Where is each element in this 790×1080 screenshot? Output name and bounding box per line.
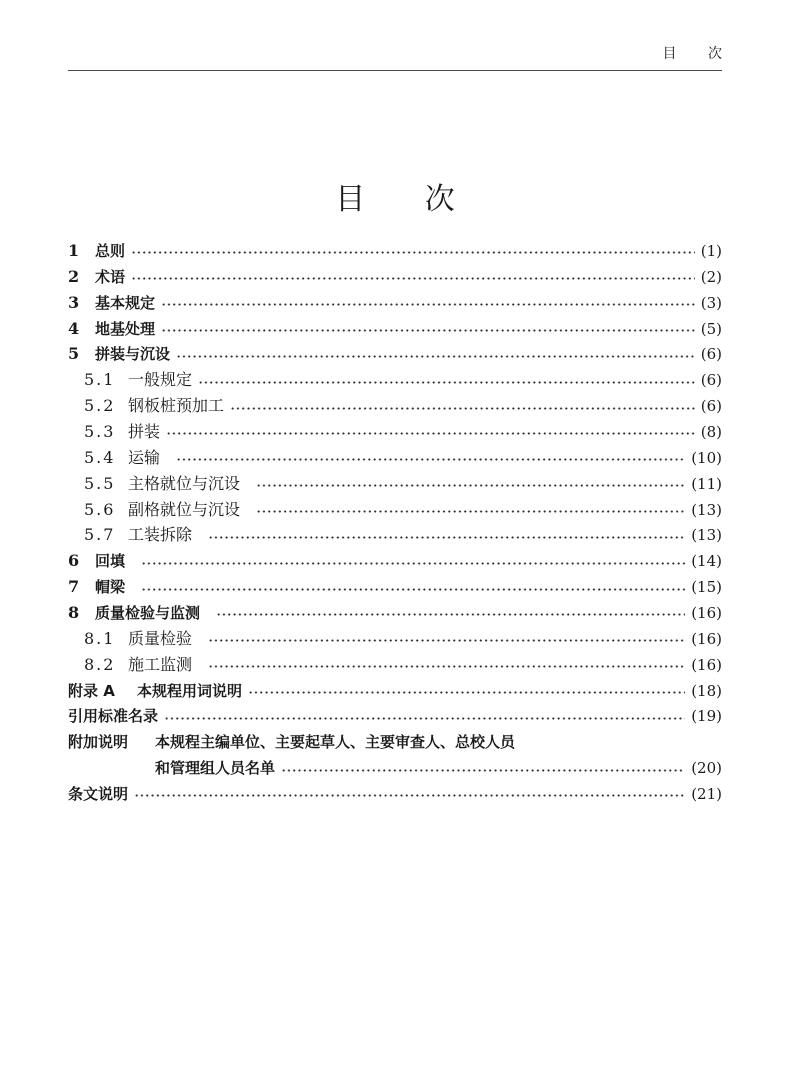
entry-title: 运输 <box>128 447 161 467</box>
entry-number: 3 <box>68 292 80 312</box>
entry-page: (8) <box>700 422 722 441</box>
entry-page: (16) <box>691 655 722 674</box>
entry-title: 地基处理 <box>95 319 156 338</box>
page-title: 目 次 <box>335 182 455 217</box>
dot-leader <box>166 432 695 435</box>
entry-number: 5.6 <box>84 499 116 519</box>
dot-leader <box>176 458 685 461</box>
toc-entry-2 <box>68 264 722 290</box>
toc-entry-8-2 <box>68 652 722 678</box>
entry-page: (6) <box>700 345 722 364</box>
entry-page: (6) <box>700 371 722 390</box>
entry-title: 拼装 <box>128 421 161 441</box>
entry-number: 2 <box>68 266 80 286</box>
entry-number: 8 <box>68 602 80 622</box>
entry-page: (2) <box>700 267 722 286</box>
entry-title: 基本规定 <box>95 293 156 312</box>
entry-page: (11) <box>691 474 722 493</box>
dot-leader <box>176 355 695 358</box>
toc-entry-5-6 <box>68 497 722 523</box>
toc-entry-5-3 <box>68 419 722 445</box>
entry-number: 6 <box>68 551 80 571</box>
entry-number: 5.5 <box>84 473 116 493</box>
entry-page: (13) <box>691 500 722 519</box>
entry-title: 质量检验与监测 <box>95 603 201 622</box>
dot-leader <box>164 717 685 720</box>
entry-number: 4 <box>68 318 80 338</box>
entry-page: (13) <box>691 526 722 545</box>
entry-title: 质量检验 <box>128 628 193 648</box>
entry-number: 5.7 <box>84 525 116 545</box>
entry-title: 帽梁 <box>95 578 126 597</box>
running-head: 目 次 <box>662 46 722 62</box>
entry-number: 5 <box>68 344 80 364</box>
entry-title: 一般规定 <box>128 370 193 390</box>
entry-title: 副格就位与沉设 <box>128 499 241 519</box>
entry-number: 8.2 <box>84 654 116 674</box>
entry-title-line-1: 本规程主编单位、主要起草人、主要审查人、总校人员 <box>155 733 516 752</box>
entry-number: 8.1 <box>84 628 116 648</box>
header-rule <box>68 70 722 71</box>
toc-entry-3 <box>68 290 722 316</box>
entry-number: 7 <box>68 577 80 597</box>
dot-leader <box>256 510 685 513</box>
entry-title: 条文说明 <box>68 784 129 803</box>
entry-page: (15) <box>691 578 722 597</box>
entry-page: (20) <box>691 759 722 778</box>
entry-number: 附加说明 <box>68 733 129 752</box>
entry-title: 总则 <box>95 241 126 260</box>
dot-leader <box>161 303 695 306</box>
toc-entry-addendum-continued <box>68 755 722 781</box>
entry-page: (5) <box>700 319 722 338</box>
toc-entry-6 <box>68 548 722 574</box>
entry-page: (3) <box>700 293 722 312</box>
toc-entry-5-7 <box>68 522 722 548</box>
entry-page: (19) <box>691 707 722 726</box>
dot-leader <box>248 691 685 694</box>
toc-entry-1 <box>68 238 722 264</box>
entry-number: 5.1 <box>84 370 116 390</box>
dot-leader <box>141 588 685 591</box>
toc-entry-8 <box>68 600 722 626</box>
dot-leader <box>208 665 685 668</box>
toc-entry-5-4 <box>68 445 722 471</box>
dot-leader <box>256 484 685 487</box>
dot-leader <box>131 251 695 254</box>
entry-title: 引用标准名录 <box>68 707 159 726</box>
toc-entry-addendum <box>68 729 722 755</box>
toc-entry-explanation <box>68 781 722 807</box>
entry-number: 附录 A <box>68 681 115 700</box>
entry-page: (10) <box>691 448 722 467</box>
dot-leader <box>216 613 685 616</box>
dot-leader <box>134 794 685 797</box>
toc-entry-referenced-standards <box>68 703 722 729</box>
entry-number: 5.2 <box>84 396 116 416</box>
entry-page: (14) <box>691 552 722 571</box>
toc-entry-7 <box>68 574 722 600</box>
toc-entry-5-2 <box>68 393 722 419</box>
entry-title: 术语 <box>95 267 126 286</box>
dot-leader <box>208 639 685 642</box>
toc-entry-appendix-a <box>68 678 722 704</box>
entry-page: (21) <box>691 784 722 803</box>
dot-leader <box>230 407 695 410</box>
entry-title: 拼装与沉设 <box>95 345 171 364</box>
entry-page: (6) <box>700 397 722 416</box>
entry-number: 1 <box>68 240 80 260</box>
dot-leader <box>198 381 695 384</box>
dot-leader <box>208 536 685 539</box>
entry-page: (18) <box>691 681 722 700</box>
entry-title: 本规程用词说明 <box>137 681 243 700</box>
entry-title: 施工监测 <box>128 654 193 674</box>
entry-number: 5.4 <box>84 447 116 467</box>
entry-title-line-2: 和管理组人员名单 <box>155 759 276 778</box>
entry-page: (1) <box>700 241 722 260</box>
entry-page: (16) <box>691 603 722 622</box>
entry-title: 回填 <box>95 552 126 571</box>
entry-page: (16) <box>691 629 722 648</box>
entry-title: 钢板桩预加工 <box>128 396 225 416</box>
table-of-contents <box>68 238 722 807</box>
dot-leader <box>161 329 695 332</box>
toc-entry-8-1 <box>68 626 722 652</box>
entry-title: 工装拆除 <box>128 525 193 545</box>
dot-leader <box>281 769 685 772</box>
dot-leader <box>141 562 685 565</box>
entry-title: 主格就位与沉设 <box>128 473 241 493</box>
toc-entry-4 <box>68 316 722 342</box>
toc-entry-5-5 <box>68 471 722 497</box>
dot-leader <box>131 277 695 280</box>
toc-entry-5 <box>68 341 722 367</box>
toc-entry-5-1 <box>68 367 722 393</box>
entry-number: 5.3 <box>84 421 116 441</box>
